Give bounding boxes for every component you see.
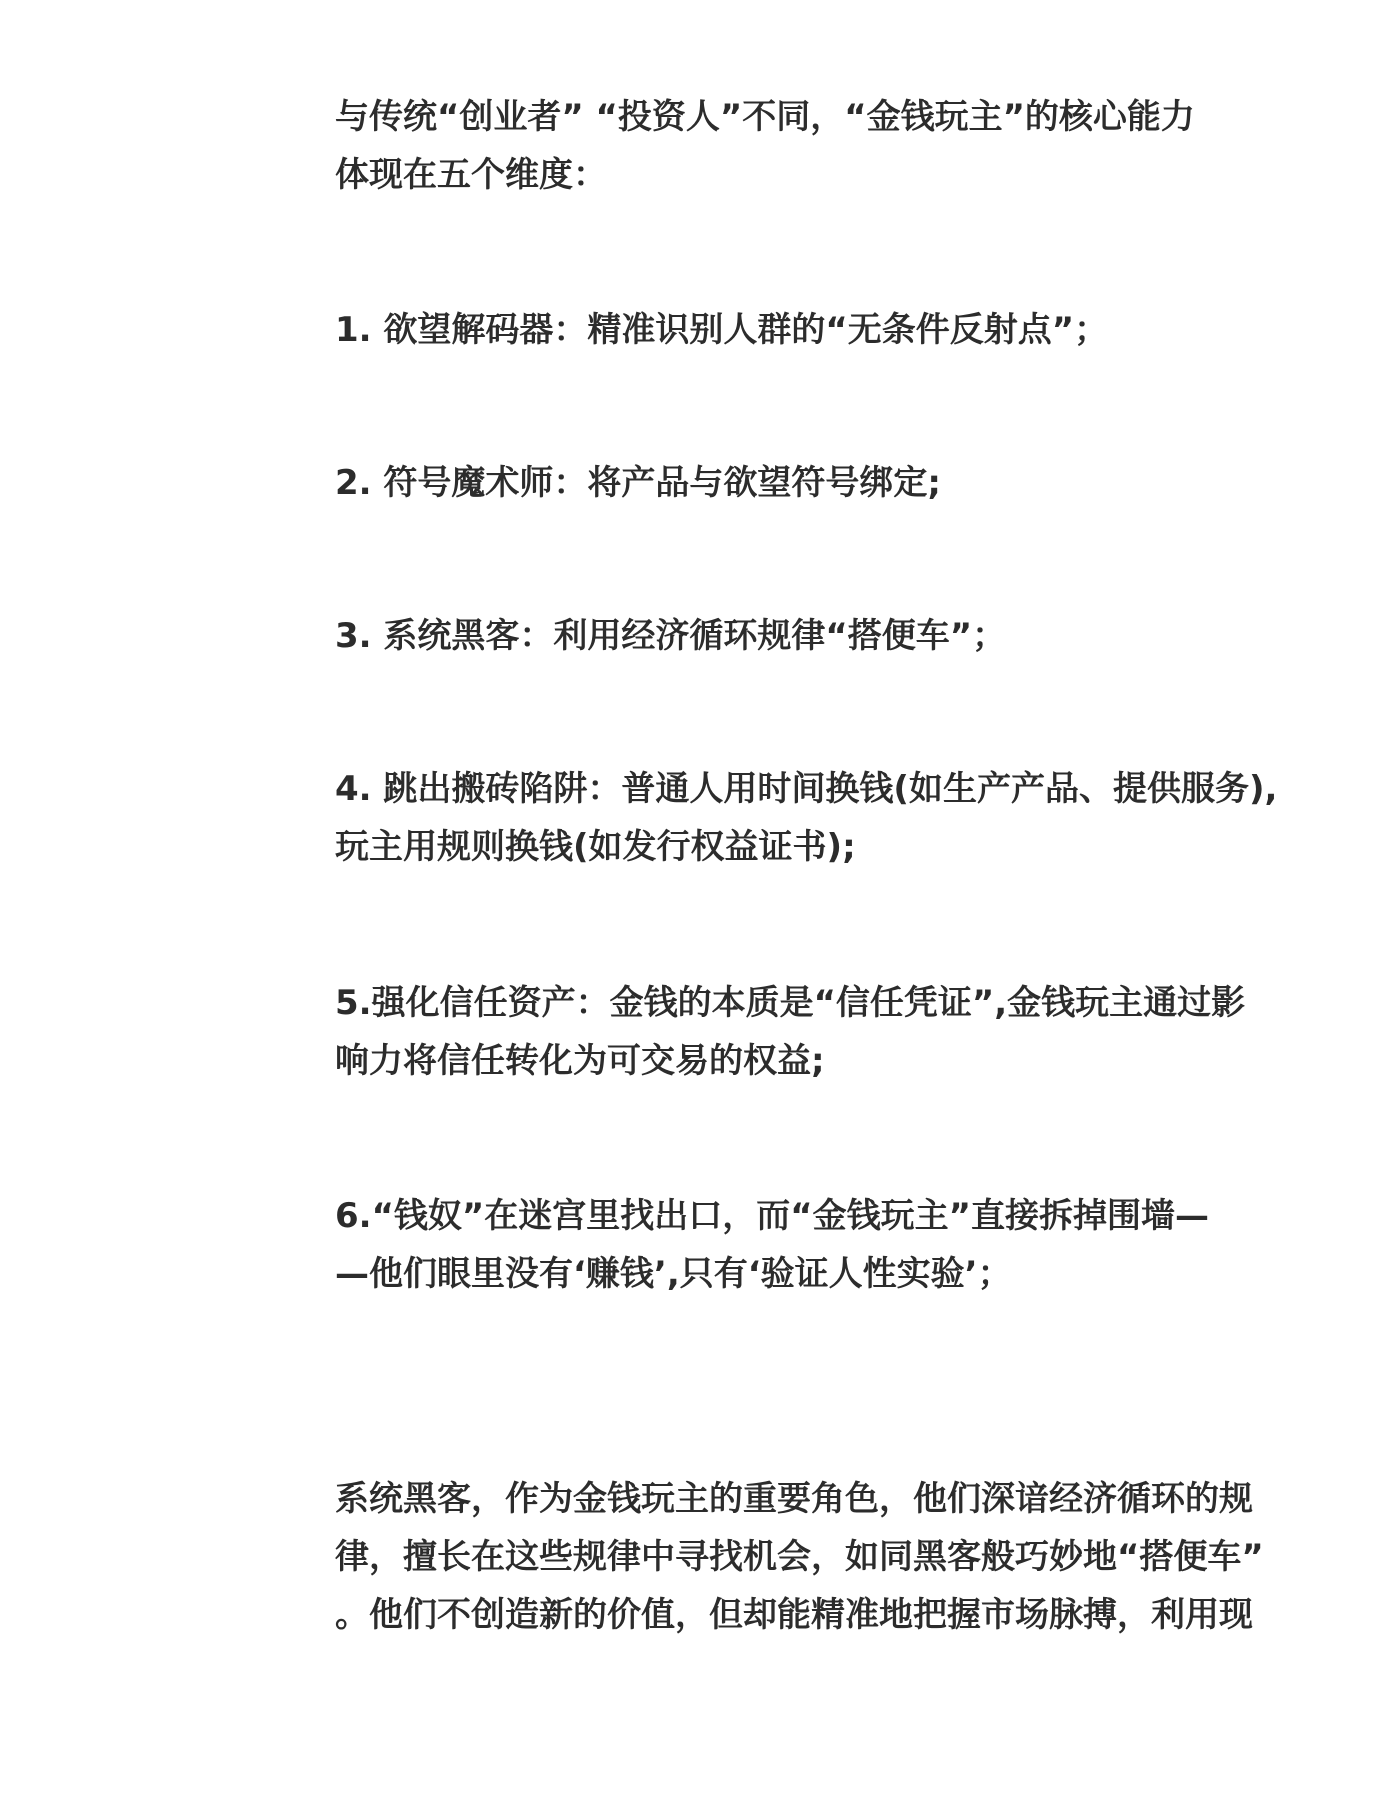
text-line: 响力将信任转化为可交易的权益; <box>335 1041 825 1081</box>
text-line: 3. 系统黑客：利用经济循环规律“搭便车”； <box>335 616 1007 656</box>
text-line: 1. 欲望解码器：精准识别人群的“无条件反射点”； <box>335 310 1109 350</box>
text-line: 与传统“创业者” “投资人”不同，“金钱玩主”的核心能力 <box>335 97 1195 137</box>
paragraph-spacer <box>335 1090 1345 1187</box>
text-line: —他们眼里没有‘赚钱’,只有‘验证人性实验’； <box>335 1254 1012 1294</box>
text-line: 6.“钱奴”在迷宫里找出口，而“金钱玩主”直接拆掉围墙— <box>335 1196 1209 1236</box>
text-line: 4. 跳出搬砖陷阱：普通人用时间换钱(如生产产品、提供服务), <box>335 769 1278 809</box>
paragraph-spacer <box>335 359 1345 454</box>
list-item-6 <box>335 1187 1345 1303</box>
list-item-3 <box>335 607 1345 665</box>
list-item-1 <box>335 301 1345 359</box>
text-line: 5.强化信任资产：金钱的本质是“信任凭证”,金钱玩主通过影 <box>335 983 1246 1023</box>
text-line: 玩主用规则换钱(如发行权益证书); <box>335 827 856 867</box>
text-line: 体现在五个维度： <box>335 155 607 195</box>
closing-paragraph <box>335 1470 1345 1644</box>
text-line: 系统黑客，作为金钱玩主的重要角色，他们深谙经济循环的规 <box>335 1479 1253 1519</box>
list-item-4 <box>335 760 1345 876</box>
text-line: 。他们不创造新的价值，但却能精准地把握市场脉搏，利用现 <box>335 1595 1253 1635</box>
list-item-5 <box>335 974 1345 1090</box>
paragraph-spacer <box>335 512 1345 607</box>
paragraph-spacer <box>335 1303 1345 1470</box>
list-item-2 <box>335 454 1345 512</box>
text-line: 律，擅长在这些规律中寻找机会，如同黑客般巧妙地“搭便车” <box>335 1537 1264 1577</box>
paragraph-spacer <box>335 665 1345 760</box>
intro-paragraph <box>335 88 1345 204</box>
paragraph-spacer <box>335 876 1345 974</box>
text-line: 2. 符号魔术师：将产品与欲望符号绑定; <box>335 463 942 503</box>
paragraph-spacer <box>335 204 1345 301</box>
article-body <box>335 88 1345 1644</box>
